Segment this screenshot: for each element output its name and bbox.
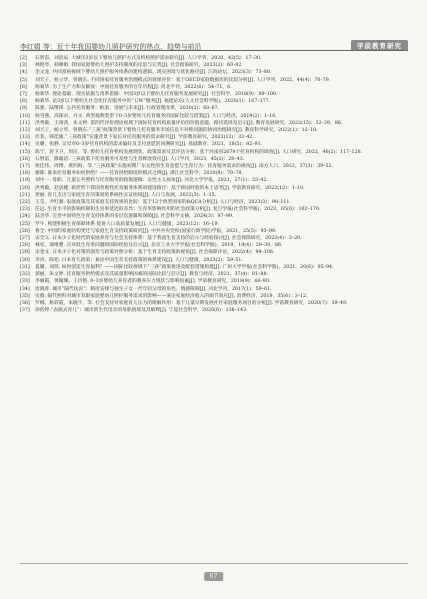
- reference-text: 任远. 生育水平的影响机制和生育率延迟的差异：生育率影响作用的社会政策分析[J]. 复旦学报(社会科学版)，2023，65(6)：162–170.: [35, 207, 321, 213]
- reference-item: [20, 141, 408, 148]
- reference-item: [20, 300, 408, 307]
- reference-number: [22]: [20, 200, 30, 206]
- article-running-title: 李红娟 等：近十年我国婴幼儿照护研究的热点、趋势与前沿: [20, 42, 202, 51]
- reference-number: [19]: [20, 178, 30, 184]
- reference-text: 杨菊华. 为了生产力和女解放：中国托育服务的百年历程[J]. 河北学刊，2022(6)：54–71，6.: [35, 84, 232, 90]
- reference-item: [20, 134, 408, 141]
- reference-number: [31]: [20, 264, 30, 270]
- reference-text: 王莹，尹红强. 家庭政策及其家庭支持效果的比较：基于12个典型国家的fsQCA分析[J]. 人口与经济，2023(3)：98–111.: [35, 200, 291, 206]
- reference-number: [3]: [20, 63, 27, 69]
- reference-item: [20, 55, 408, 62]
- reference-item: [20, 278, 408, 285]
- reference-text: 洪秀敏，赵思婕. 新形势下我国普惠性托育服务体系的建设路径：基于韩国经验的本土思考[J]. 学前教育研究，2022(12)：1–10.: [35, 185, 305, 191]
- reference-number: [35]: [20, 293, 30, 299]
- reference-item: [20, 249, 408, 256]
- reference-item: [20, 149, 408, 156]
- reference-number: [10]: [20, 113, 30, 119]
- reference-item: [20, 213, 408, 220]
- reference-number: [13]: [20, 135, 30, 141]
- reference-number: [21]: [20, 192, 30, 198]
- reference-item: [20, 293, 408, 300]
- reference-number: [37]: [20, 308, 30, 314]
- reference-text: 杨雪燕，高琛卓，井文. 典型福利类型下0–3岁婴幼儿托育服务的国际比较与借鉴[J]. 人口与经济，2019(2)：1–16.: [35, 113, 277, 119]
- reference-text: 贾丽. 育儿支出与家庭生育决策间的系统性实证困境[J]. 人口与发展，2022(3)：1–15.: [35, 192, 217, 198]
- reference-text: 陈宁，蒋卫卫，周洁，等. 婴幼儿托育机构发展现状、政策需求及其评估分析：基于河南省2679个托育机构的调查[J]. 人口研究，2022，46(2)：117–128.: [35, 149, 363, 155]
- reference-item: [20, 113, 408, 120]
- reference-text: 唐晓菁. 城市“隔代抚育”：制度安排与独生子女一代年轻父母的角色、情感限制[J]. 河北学刊，2017(1)：59–61.: [35, 286, 272, 292]
- reference-number: [18]: [20, 171, 30, 177]
- reference-list: [20, 55, 408, 314]
- reference-text: 李丽霞，黄翰珊，王玲艳. 0–3岁婴幼儿养育者的教养压力现状与影响因素[J]. 学前教育研究，2019(9)：68–80.: [35, 279, 271, 285]
- reference-text: 洪秀敏，王靖茜，朱文婷. 第四代评价理论视域下国际托育机构质量评价的价值意蕴、路径选择及启示[J]. 教育发展研究，2022(15)：32–39，86.: [35, 120, 343, 126]
- reference-text: 史薇. 隔代照料对城市双职家庭婴幼儿照护服务需求的影响——兼论家庭经济收入的调节效应[J]. 消费经济，2019，35(6)：3–12.: [35, 293, 308, 299]
- reference-text: 金文龙. 共同富裕视域下婴幼儿照护服务体系的建构逻辑、现实困境与优化路径[J]. 江海论坛，2023(3)：73–80.: [35, 70, 272, 76]
- reference-item: [20, 163, 408, 170]
- reference-number: [6]: [20, 84, 27, 90]
- reference-text: 史璐，张静. 父母对0–3岁托育机构的需求偏好及支付意愿的回溯研究[J]. 基础教育，2021，18(5)：82–91.: [35, 142, 263, 148]
- reference-number: [16]: [20, 156, 30, 162]
- reference-number: [4]: [20, 70, 27, 76]
- reference-text: 刘天子，杨立华，曾晓东.“三孩”政策背景下婴幼儿托育服务市场信息不对称问题的协同治理研究[J]. 教育科学研究，2022(1)：12–18.: [35, 128, 318, 134]
- reference-text: 陈强，陆继锋. 公共托育服务：框架、进展与未来[J]. 行政管理改革，2020(2)：60–67.: [35, 106, 220, 112]
- reference-number: [11]: [20, 120, 30, 126]
- reference-number: [8]: [20, 99, 27, 105]
- reference-number: [27]: [20, 236, 30, 242]
- reference-number: [33]: [20, 279, 30, 285]
- reference-number: [12]: [20, 128, 30, 134]
- reference-text: 杨菊华. 论3岁以下婴幼儿社会化托育服务中的“五W”服务[J]. 福建论坛(人文社会科学版)，2020(1)：167–177.: [35, 99, 271, 105]
- reference-text: 郭丽，朱文婷. 托育服务供给模式及其质量影响因素的国际比较与启示[J]. 教育与经济，2021，37(4)：81–88.: [35, 272, 268, 278]
- reference-item: [20, 264, 408, 271]
- reference-text: 谢郁. 谁来托育服务如何供给？——托育供给制度的模式之辨[J]. 浙江社会科学，2020(9)：70–78.: [35, 171, 243, 177]
- reference-text: 侯佳伟，周博，黄四海，等.“三孩政策”实施初期广东女性的生育意愿与生育行为：托育服务需求的视角[J]. 南方人口，2022，37(3)：39–52.: [35, 164, 334, 170]
- reference-text: 林家，蒲维楚. 应对低生育率问题的国际经验及启示[J]. 北京工业大学学报(社会科学版)，2019，19(4)：29–39，86.: [35, 243, 283, 249]
- reference-item: [20, 192, 408, 199]
- reference-number: [26]: [20, 228, 30, 234]
- reference-text: 石智雷，滕聪洁. 三孩政策下托育服务可及性与生育释放效应[J]. 人口学刊，2023，45(2)：28–43.: [35, 156, 245, 162]
- reference-item: [20, 177, 408, 184]
- reference-text: 刘中一. 母职、儿童公共照料与托育服务的政策逻辑：女性主义视角[J]. 河北大学学报，2021，27(1)：33–42.: [35, 178, 268, 184]
- reference-item: [20, 98, 408, 105]
- reference-number: [2]: [20, 56, 27, 61]
- reference-item: [20, 257, 408, 264]
- footer-rule: [20, 563, 408, 564]
- reference-number: [7]: [20, 92, 27, 98]
- reference-number: [5]: [20, 77, 27, 83]
- reference-text: 宋金文. 日本少子化对策的演变与政策对照分析：基于生育支持政策的视角[J]. 社会保障评论，2022(4)：94–106.: [35, 250, 275, 256]
- reference-item: [20, 307, 408, 314]
- reference-item: [20, 206, 408, 213]
- reference-text: 夏璐，刘茜. 如何创造生育福利？——国际比较视域下“三孩”政策推进及配套措施构建[J]. 广州大学学报(社会科学版)，2021，20(6)：85–94.: [35, 264, 334, 270]
- reference-text: 陆杰华. 完善中国特色生育支持体系的多层次逻辑和保障[J]. 社会科学文摘，2024(3)：97–99.: [35, 214, 234, 220]
- reference-item: [20, 120, 408, 127]
- journal-logo: 学前教育研究: [351, 40, 408, 51]
- reference-text: 罗娜，杨彩霞，朱晓宇，等. 社会支持对家庭育儿压力的缓解作用：基于儿童早期发展社区家庭服务项目的分析[J]. 学前教育研究，2020(7)：39–49.: [35, 300, 348, 306]
- reference-number: [34]: [20, 286, 30, 292]
- reference-text: 石智雷，刘思辰. 大城市3岁以下婴幼儿照护方式及机构照护需求研究[J]. 人口学刊，2020，42(5)：17–30.: [35, 56, 262, 61]
- reference-text: 林艳琴，韩嫦娟. 我国家庭婴幼儿照护支持制度的反思与完善[J]. 社会政策研究，2023(2)：60–82.: [35, 63, 243, 69]
- reference-item: [20, 242, 408, 249]
- reference-text: 刘天子，杨立华，曾晓东. 不同国家托育服务治理模式的效果评价：基于OECD家庭数据库的比较分析[J]. 人口学刊，2022，44(4)：70–79.: [35, 77, 331, 83]
- reference-number: [25]: [20, 221, 30, 227]
- reference-item: [20, 228, 408, 235]
- reference-item: [20, 156, 408, 163]
- reference-number: [24]: [20, 214, 30, 220]
- reference-text: 但菲，韩佳媛.“三孩政策”实施背景下家长对托育服务的需求研究[J]. 学前教育研究，2022(12)：32–42.: [35, 135, 255, 141]
- reference-item: [20, 286, 408, 293]
- reference-item: [20, 91, 408, 98]
- reference-number: [30]: [20, 257, 30, 263]
- reference-number: [17]: [20, 164, 30, 170]
- reference-text: 杨菊华. 理论基础、现实依据与改革思路：中国3岁以下婴幼儿托育服务发展研究[J]. 社会科学，2018(9)：89–100.: [35, 92, 278, 98]
- reference-item: [20, 84, 408, 91]
- reference-number: [15]: [20, 149, 30, 155]
- reference-item: [20, 271, 408, 278]
- header-rule: [20, 50, 408, 51]
- reference-number: [23]: [20, 207, 30, 213]
- reference-item: [20, 221, 408, 228]
- reference-item: [20, 127, 408, 134]
- reference-item: [20, 62, 408, 69]
- page-number: 67: [204, 572, 224, 581]
- reference-item: [20, 199, 408, 206]
- reference-item: [20, 105, 408, 112]
- reference-item: [20, 69, 408, 76]
- reference-number: [32]: [20, 272, 30, 278]
- reference-number: [36]: [20, 300, 30, 306]
- reference-item: [20, 170, 408, 177]
- reference-text: 鲁全. 中国的家庭结构变迁与家庭生育支持政策研究[J]. 中共中央党校(国家行政学院)学报，2021，25(5)：93–99.: [35, 228, 277, 234]
- reference-number: [29]: [20, 250, 30, 256]
- reference-text: 李涛，陈旭. 日本育儿政策：兼论中国生育支持政策的体系建设[J]. 人口与健康，2023(2)：59–51.: [35, 257, 243, 263]
- reference-number: [9]: [20, 106, 27, 112]
- reference-item: [20, 77, 408, 84]
- reference-number: [28]: [20, 243, 30, 249]
- reference-text: 宋全义. 日本少子化时代的家庭养育与社会支持体系：基于我国生育支持的启示与经验探讨[J]. 社会保障研究，2022(4)：3–20.: [35, 236, 302, 242]
- reference-text: 罗牛. 构建积极生育保障体系 促进人口高质量发展[J]. 人口与健康，2023(12)：16–19.: [35, 221, 219, 227]
- reference-text: 徐依婷.“表演式育儿”：城市新生代母亲的母职困境及其解释[J]. 宁夏社会科学，2020(6)：136–143.: [35, 308, 248, 314]
- reference-item: [20, 235, 408, 242]
- reference-number: [14]: [20, 142, 30, 148]
- reference-item: [20, 185, 408, 192]
- reference-number: [20]: [20, 185, 30, 191]
